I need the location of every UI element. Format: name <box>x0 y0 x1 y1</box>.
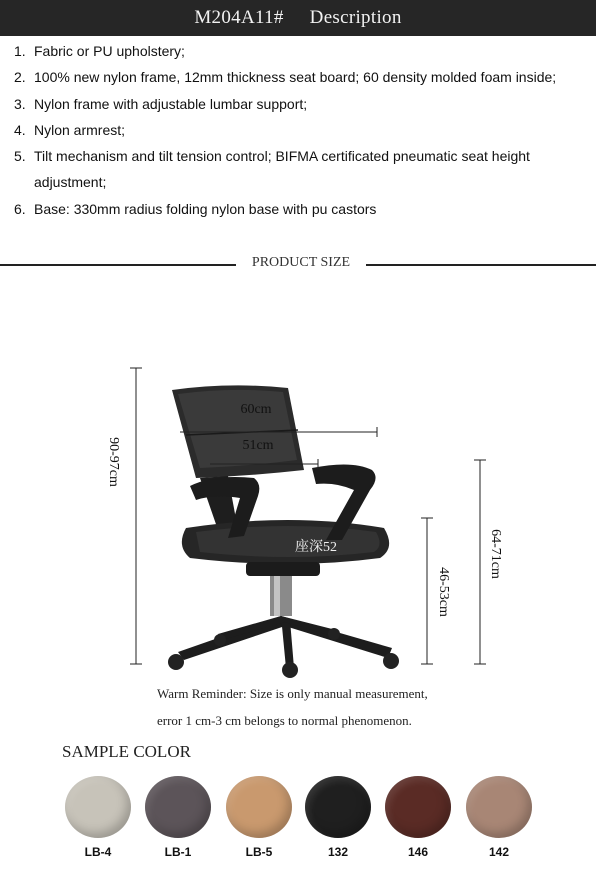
swatch-label: LB-5 <box>245 845 273 859</box>
color-swatch-lb-1[interactable] <box>145 776 211 838</box>
spec-text: Base: 330mm radius folding nylon base with pu castors <box>34 200 377 217</box>
color-swatch-146[interactable] <box>385 776 451 838</box>
color-swatch-132[interactable] <box>305 776 371 838</box>
description-header <box>0 0 596 36</box>
reminder-line-2: error 1 cm-3 cm belongs to normal phenomenon. <box>157 713 412 728</box>
color-swatch-lb-5[interactable] <box>226 776 292 838</box>
seat-width-label: 51cm <box>242 438 274 453</box>
section-divider-right <box>366 264 596 266</box>
spec-item <box>14 117 584 143</box>
spec-number: 1. <box>14 43 26 59</box>
spec-list <box>14 38 584 222</box>
height-label: 90-97cm <box>106 437 121 487</box>
width-label: 60cm <box>240 402 272 417</box>
spec-text: Fabric or PU upholstery; <box>34 43 185 59</box>
spec-text: Tilt mechanism and tilt tension control; BIFMA certificated pneumatic seat height adjustment; <box>34 148 530 191</box>
model-code: M204A11# <box>194 7 284 28</box>
arm-height-dimension <box>474 460 503 664</box>
swatch-label: 142 <box>488 845 510 859</box>
swatch-label: LB-1 <box>164 845 192 859</box>
swatch-label: 132 <box>327 845 349 859</box>
spec-text: 100% new nylon frame, 12mm thickness seat board; 60 density molded foam inside; <box>34 69 557 86</box>
spec-number: 4. <box>14 121 26 138</box>
chair-dimension-figure <box>0 300 596 680</box>
color-swatch-lb-4[interactable] <box>65 776 131 838</box>
spec-number: 3. <box>14 95 26 112</box>
spec-number: 2. <box>14 69 26 86</box>
swatch-label: LB-4 <box>84 845 112 859</box>
spec-text: Nylon armrest; <box>34 121 126 138</box>
product-size-title: PRODUCT SIZE <box>251 255 351 270</box>
spec-number: 6. <box>14 200 26 217</box>
height-dimension <box>106 368 142 664</box>
spec-number: 5. <box>14 148 26 165</box>
spec-item <box>14 143 584 196</box>
swatch-label: 146 <box>407 845 429 859</box>
office-chair-image <box>168 385 399 678</box>
color-swatch-142[interactable] <box>466 776 532 838</box>
seat-depth-label: 座深52 <box>295 540 337 555</box>
header-title: Description <box>309 7 402 28</box>
spec-text: Nylon frame with adjustable lumbar support; <box>34 95 308 112</box>
seat-height-dimension <box>421 518 451 664</box>
section-divider-left <box>0 264 236 266</box>
spec-item <box>14 64 584 90</box>
arm-height-label: 64-71cm <box>488 529 503 579</box>
warm-reminder <box>157 680 587 734</box>
spec-item <box>14 91 584 117</box>
sample-color-title: SAMPLE COLOR <box>62 742 191 761</box>
seat-height-label: 46-53cm <box>436 567 451 617</box>
reminder-line-1: Warm Reminder: Size is only manual measurement, <box>157 686 428 701</box>
spec-item <box>14 38 584 64</box>
spec-item <box>14 196 584 222</box>
